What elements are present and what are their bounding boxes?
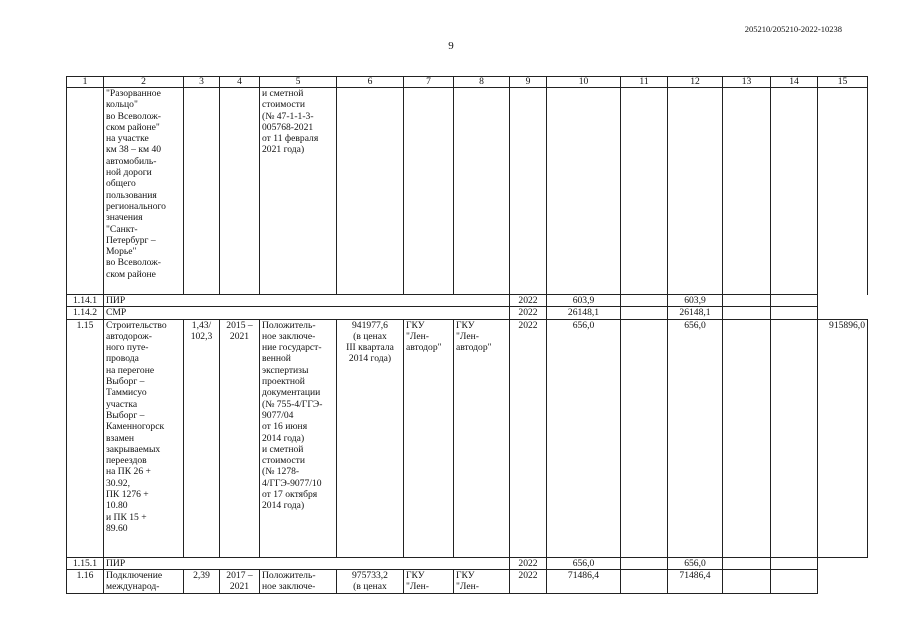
table-cell: [621, 569, 668, 593]
row-number: 1.16: [67, 569, 104, 593]
value-cell: 656,0: [547, 557, 621, 569]
column-header: 7: [404, 77, 454, 88]
row-number: 1.15.1: [67, 557, 104, 569]
table-cell: [771, 295, 818, 307]
table-cell: [67, 88, 104, 295]
customer-cell: ГКУ "Лен-: [404, 569, 454, 593]
developer-cell: ГКУ "Лен-: [454, 569, 510, 593]
table-cell: [723, 319, 771, 557]
row-number: 1.14.2: [67, 307, 104, 319]
column-number-row: [67, 77, 868, 88]
table-cell: [220, 88, 260, 295]
column-header: 5: [260, 77, 337, 88]
object-name-cell: "Разорванное кольцо" во Всеволож- ском районе" на участке км 38 – км 40 автомобиль- ной дороги общего пользования регионального значения "Санкт- Петербург – Морье" во Всеволож- ском районе: [104, 88, 184, 295]
column-header: 15: [818, 77, 868, 88]
work-type: ПИР: [104, 557, 510, 569]
value-cell: 26148,1: [547, 307, 621, 319]
table-row: [67, 557, 868, 569]
row-number: 1.15: [67, 319, 104, 557]
row-number: 1.14.1: [67, 295, 104, 307]
table-cell: [723, 569, 771, 593]
column-header: 12: [668, 77, 723, 88]
value-cell: 603,9: [547, 295, 621, 307]
year-cell: 2022: [510, 307, 547, 319]
period-cell: 2015 – 2021: [220, 319, 260, 557]
capacity-cell: 2,39: [184, 569, 220, 593]
table-cell: [818, 88, 868, 295]
value-cell: 71486,4: [547, 569, 621, 593]
capacity-cell: 1,43/ 102,3: [184, 319, 220, 557]
work-type: СМР: [104, 307, 510, 319]
year-cell: 2022: [510, 295, 547, 307]
table-cell: [723, 295, 771, 307]
object-name-cell: Строительство автодорож- ного путе- провода на перегоне Выборг – Таммисуо участка Выборг – Каменногорск взамен закрываемых переездов на ПК 26 + 30.92, ПК 1276 + 10.80 и ПК 15 + 89.60: [104, 319, 184, 557]
table-cell: [454, 88, 510, 295]
budget-table: [66, 76, 868, 594]
table-cell: [547, 88, 621, 295]
column-header: 6: [337, 77, 404, 88]
column-header: 11: [621, 77, 668, 88]
table-cell: [771, 319, 818, 557]
table-cell: [723, 307, 771, 319]
table-row: [67, 569, 868, 593]
table-cell: [621, 557, 668, 569]
value-cell: 656,0: [668, 557, 723, 569]
table-cell: [818, 557, 868, 569]
table-cell: [337, 88, 404, 295]
table-cell: [668, 88, 723, 295]
table-cell: [621, 88, 668, 295]
estimated-cost-cell: 975733,2 (в ценах: [337, 569, 404, 593]
column-header: 2: [104, 77, 184, 88]
table-row: [67, 88, 868, 295]
document-id: 205210/205210-2022-10238: [744, 24, 842, 34]
table-row: [67, 319, 868, 557]
table-cell: [723, 557, 771, 569]
table-cell: [771, 307, 818, 319]
table-cell: [723, 88, 771, 295]
value-cell: 656,0: [547, 319, 621, 557]
value-cell: 603,9: [668, 295, 723, 307]
value-cell: 26148,1: [668, 307, 723, 319]
table-cell: [771, 557, 818, 569]
period-cell: 2017 – 2021: [220, 569, 260, 593]
expertise-cell: и сметной стоимости (№ 47-1-1-3- 005768-2021 от 11 февраля 2021 года): [260, 88, 337, 295]
value-cell: 71486,4: [668, 569, 723, 593]
developer-cell: ГКУ "Лен- автодор": [454, 319, 510, 557]
table-cell: [621, 307, 668, 319]
table-row: [67, 307, 868, 319]
table-cell: [771, 88, 818, 295]
work-type: ПИР: [104, 295, 510, 307]
column-header: 4: [220, 77, 260, 88]
column-header: 13: [723, 77, 771, 88]
year-cell: 2022: [510, 319, 547, 557]
table-row: [67, 295, 868, 307]
column-header: 3: [184, 77, 220, 88]
column-header: 10: [547, 77, 621, 88]
page-number: 9: [448, 40, 454, 52]
estimated-cost-cell: 941977,6 (в ценах III квартала 2014 года): [337, 319, 404, 557]
column-header: 14: [771, 77, 818, 88]
table-cell: [184, 88, 220, 295]
object-name-cell: Подключение международ-: [104, 569, 184, 593]
table-cell: [510, 88, 547, 295]
table-cell: [771, 569, 818, 593]
table-cell: [621, 319, 668, 557]
column-header: 9: [510, 77, 547, 88]
value-cell: 656,0: [668, 319, 723, 557]
expertise-cell: Положитель- ное заключе- ние государст- венной экспертизы проектной документации (№ 755-4/ГГЭ- 9077/04 от 16 июня 2014 года) и сметной стоимости (№ 1278- 4/ГГЭ-9077/10 от 17 октября 2014 года): [260, 319, 337, 557]
table-cell: [404, 88, 454, 295]
year-cell: 2022: [510, 569, 547, 593]
table-cell: [818, 307, 868, 319]
customer-cell: ГКУ "Лен- автодор": [404, 319, 454, 557]
year-cell: 2022: [510, 557, 547, 569]
column-header: 1: [67, 77, 104, 88]
remaining-cost-cell: 915896,0: [818, 319, 868, 557]
expertise-cell: Положитель- ное заключе-: [260, 569, 337, 593]
table-cell: [818, 295, 868, 307]
table-cell: [818, 569, 868, 593]
column-header: 8: [454, 77, 510, 88]
table-cell: [621, 295, 668, 307]
